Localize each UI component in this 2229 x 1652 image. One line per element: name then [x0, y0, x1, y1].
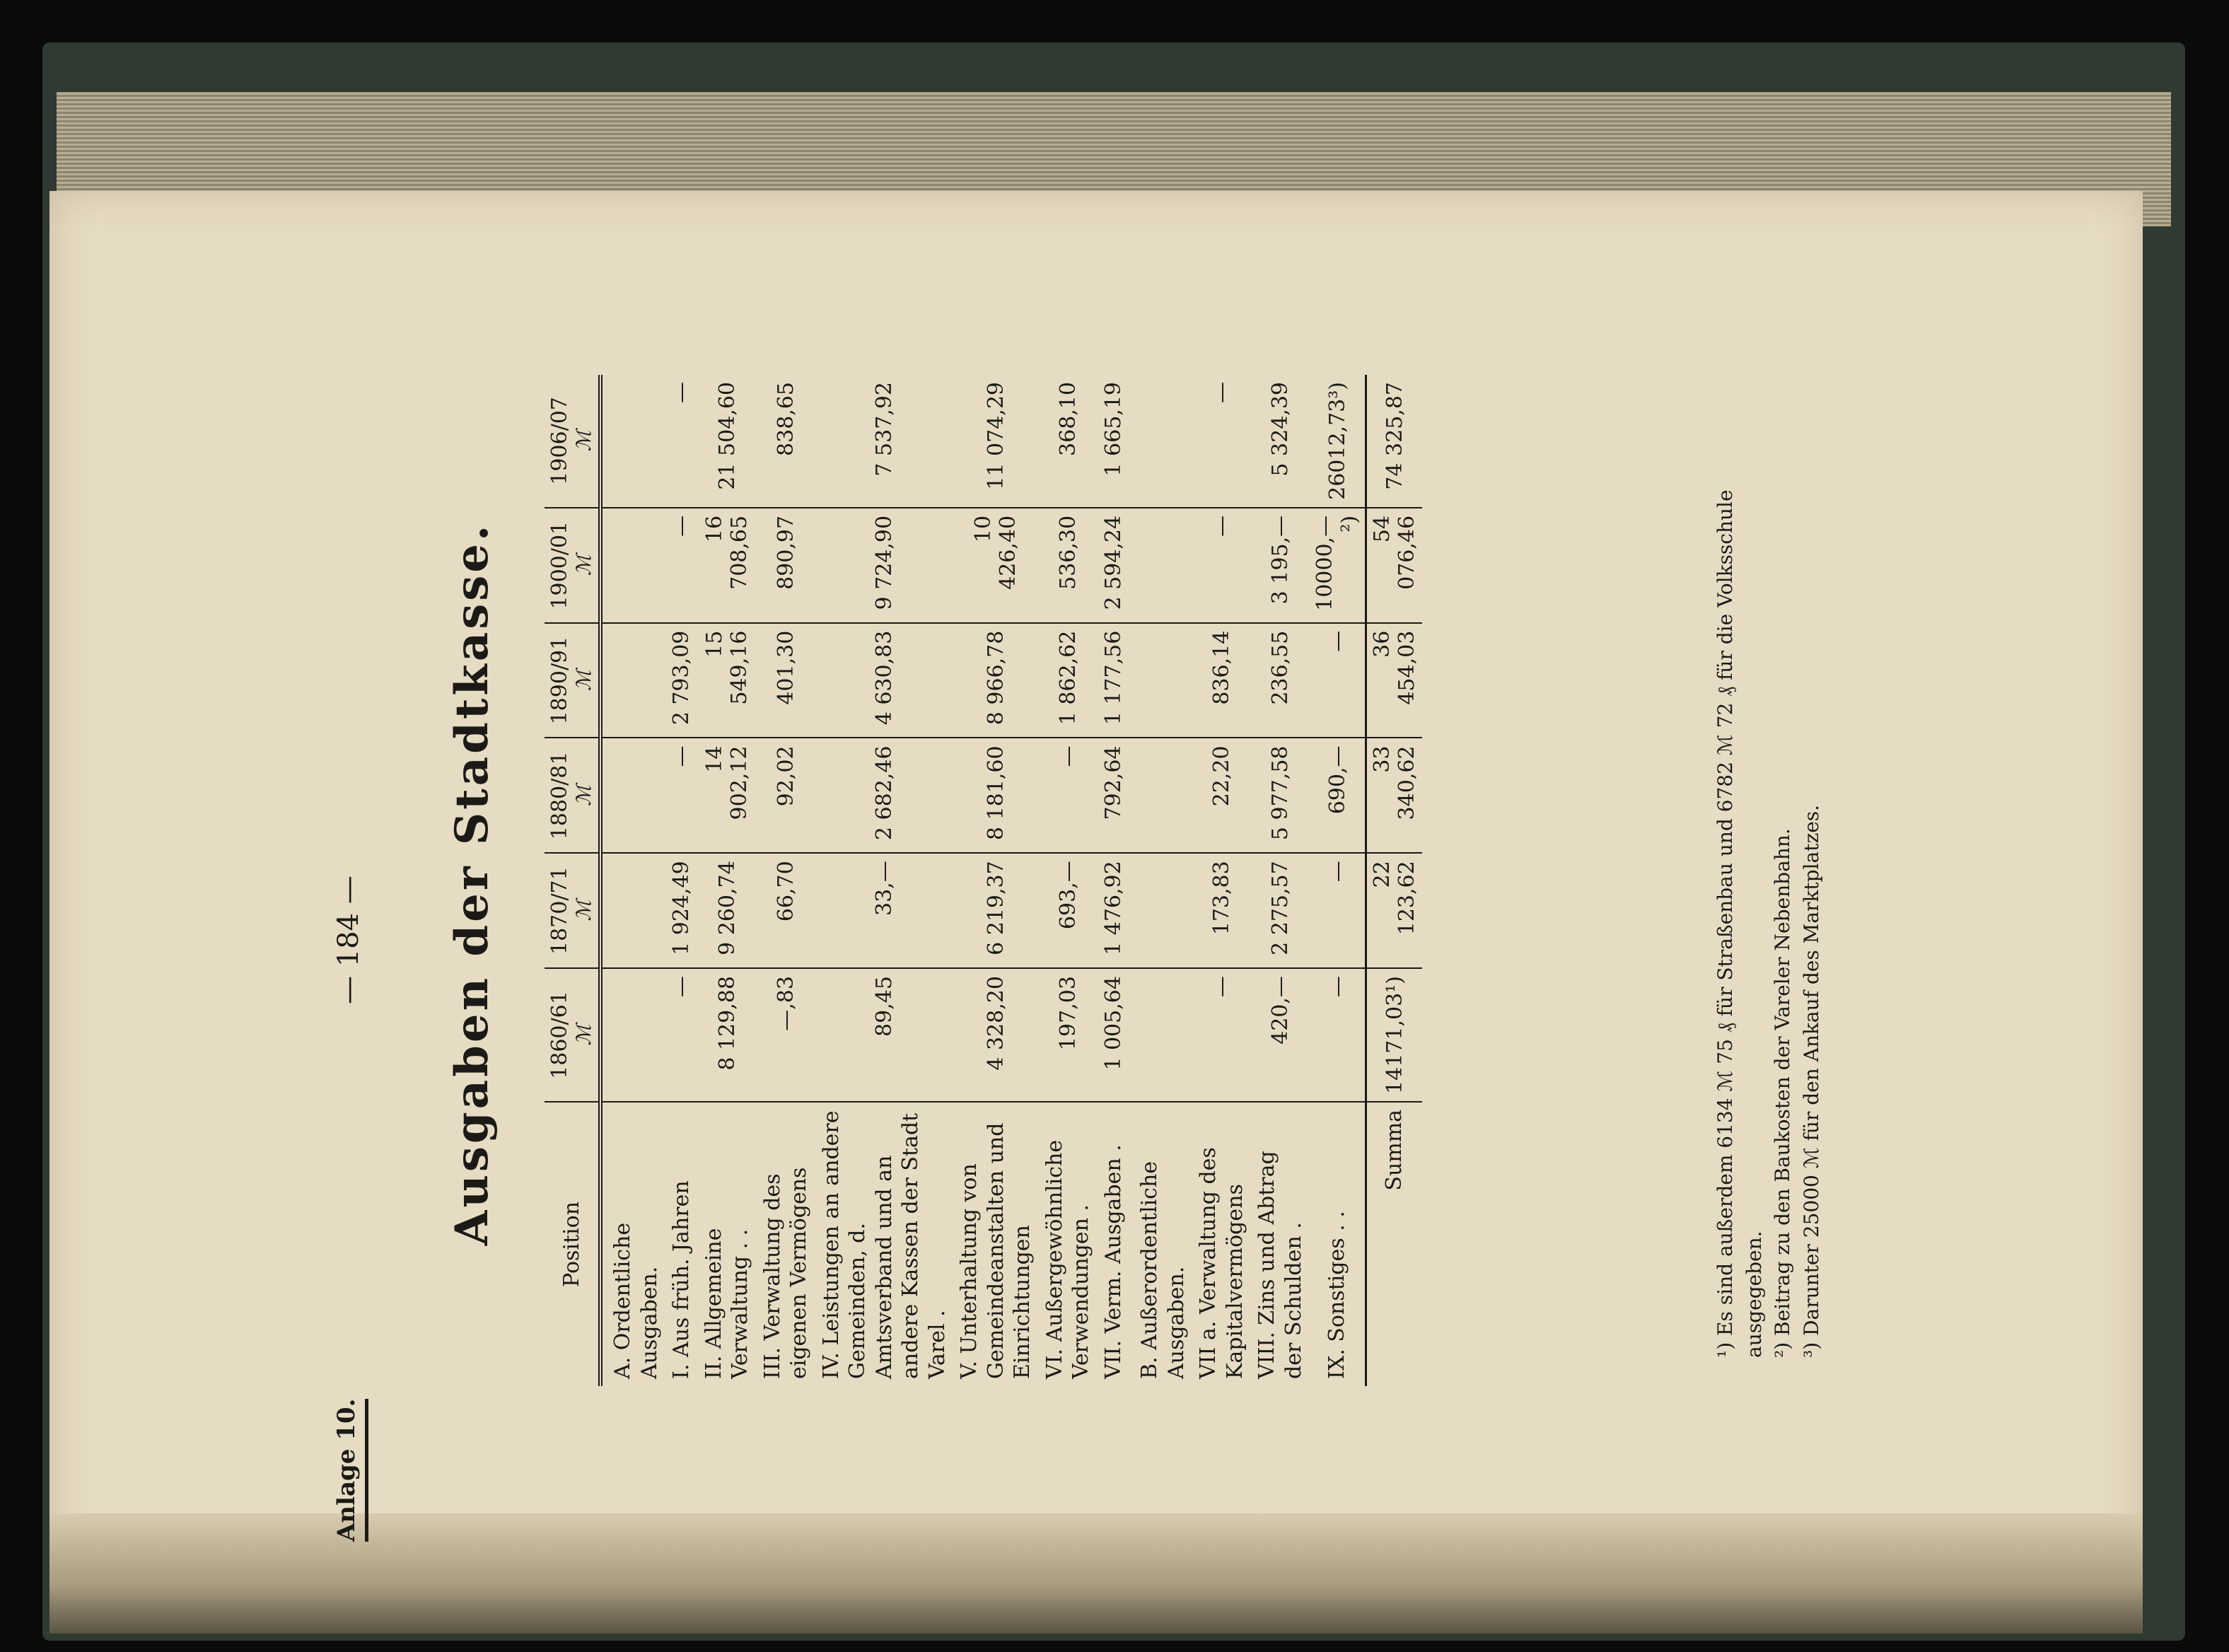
- table-row: V. Unterhaltung von Gemeindeanstalten und Einrichtungen 4 328,20 6 219,37 8 181,60 8 966,78 10 426,40 11 074,29: [953, 375, 1039, 1386]
- table-row: VI. Außergewöhnliche Verwendungen . 197,03 693,— — 1 862,62 536,30 368,10: [1039, 375, 1098, 1386]
- table-row: VII. Verm. Ausgaben . 1 005,64 1 476,92 792,64 1 177,56 2 594,24 1 665,19: [1098, 375, 1130, 1386]
- column-header-year: 1890/91 ℳ: [545, 623, 600, 738]
- table-row: A. Ordentliche Ausgaben.: [600, 375, 665, 1386]
- table-row: I. Aus früh. Jahren — 1 924,49 — 2 793,09 — —: [665, 375, 698, 1386]
- footnote: ³) Darunter 25000 ℳ für den Ankauf des Marktplatzes.: [1799, 804, 1823, 1358]
- table-row: B. Außerordentliche Ausgaben.: [1129, 375, 1192, 1386]
- rotated-page-content: [325, 375, 1966, 1542]
- table-row: VIII. Zins und Abtrag der Schulden . 420,— 2 275,57 5 977,58 236,55 3 195,— 5 324,39: [1251, 375, 1310, 1386]
- column-header-year: 1880/81 ℳ: [545, 738, 600, 853]
- page-header: [325, 375, 375, 1542]
- table-row: II. Allgemeine Verwaltung . . 8 129,88 9 260,74 14 902,12 15 549,16 16 708,65 21 504,60: [698, 375, 757, 1386]
- table-header-row: [545, 375, 600, 1386]
- footnotes: [1711, 403, 1826, 1358]
- footnote: ¹) Es sind außerdem 6134 ℳ 75 ₰ für Straßenbau und 6782 ℳ 72 ₰ für die Volksschule ausgegeben.: [1713, 489, 1766, 1358]
- page-title: Ausgaben der Stadtkasse.: [446, 522, 499, 1246]
- appendix-label: Anlage 10.: [332, 1399, 368, 1542]
- table-row: VII a. Verwaltung des Kapitalvermögens — 173,83 22,20 836,14 — —: [1192, 375, 1251, 1386]
- column-header-position: Position: [545, 1102, 600, 1386]
- table-row: III. Verwaltung des eigenen Vermögens —,83 66,70 92,02 401,30 890,97 838,65: [757, 375, 815, 1386]
- column-header-year: 1900/01 ℳ: [545, 508, 600, 623]
- column-header-year: 1906/07 ℳ: [545, 375, 600, 508]
- table-sum-row: Summa 14171,03¹) 22 123,62 33 340,62 36 454,03 54 076,46 74 325,87: [1366, 375, 1423, 1386]
- column-header-year: 1860/61 ℳ: [545, 968, 600, 1102]
- table-row: IV. Leistungen an andere Gemeinden, d. Amtsverband und an andere Kassen der Stadt Varel . 89,45 33,— 2 682,46 4 630,83 9 724,90 7 537,92: [815, 375, 954, 1386]
- table-row: IX. Sonstiges . . — — 690,— — 10000,—²) 26012,73³): [1310, 375, 1366, 1386]
- expenditure-table: [545, 375, 1422, 1386]
- column-header-year: 1870/71 ℳ: [545, 853, 600, 968]
- page-number: — 184 —: [332, 876, 365, 1004]
- footnote: ²) Beitrag zu den Baukosten der Vareler Nebenbahn.: [1771, 828, 1795, 1358]
